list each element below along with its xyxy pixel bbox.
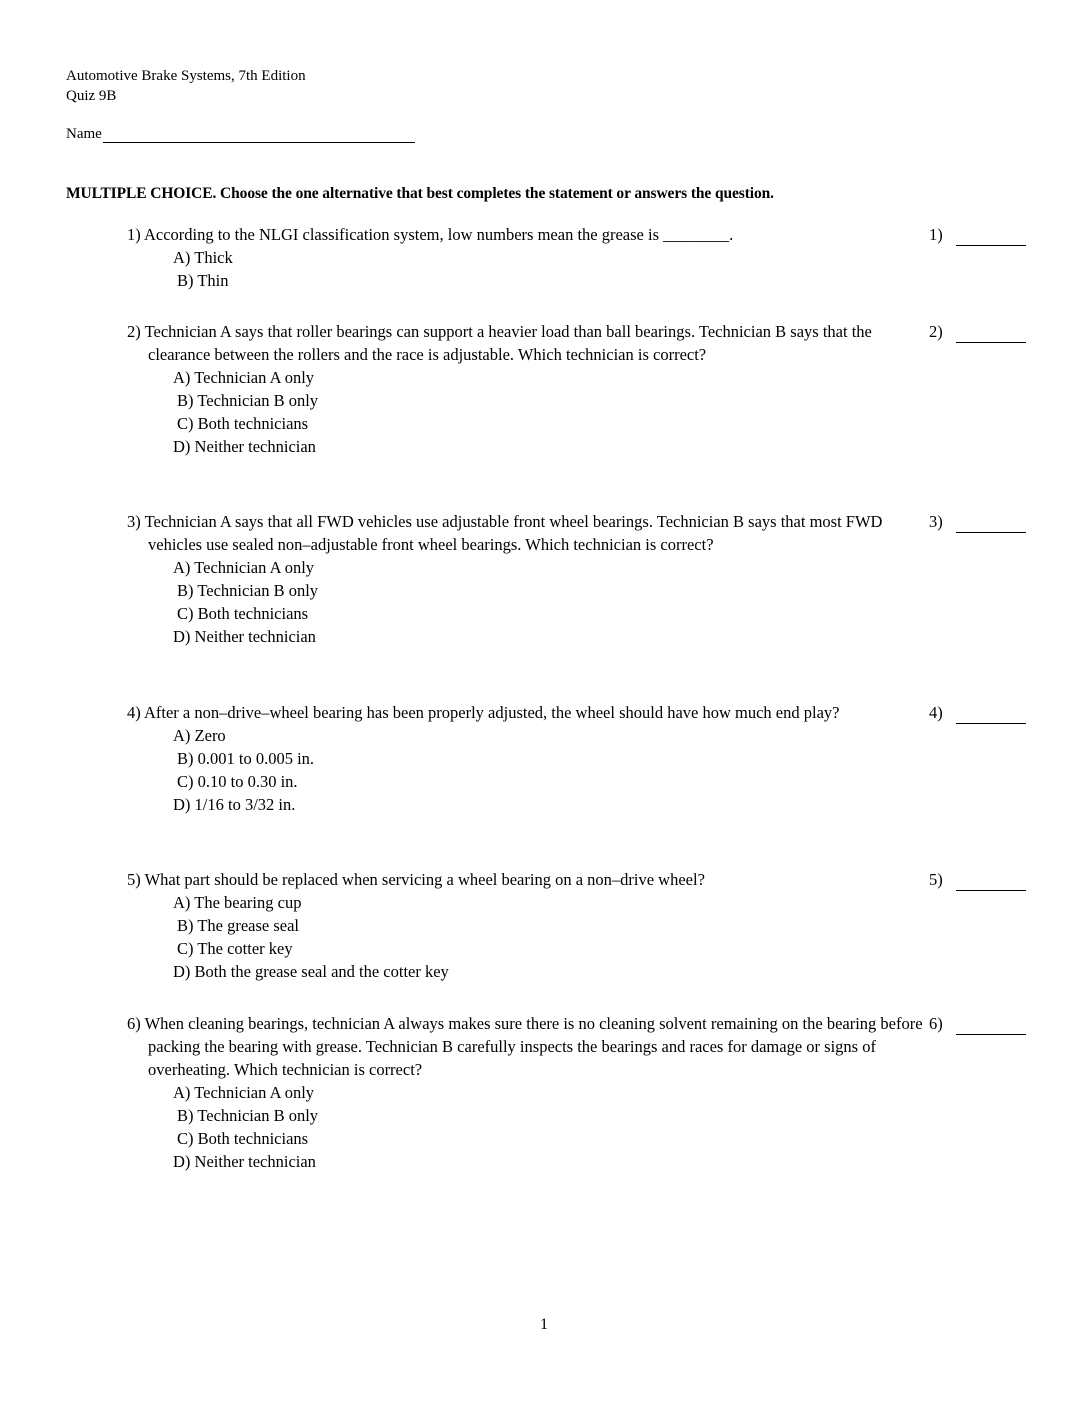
question-4 bbox=[127, 701, 1087, 816]
answer-number: 5) bbox=[929, 870, 943, 889]
question-5 bbox=[127, 868, 1087, 983]
answer-field bbox=[929, 701, 1026, 724]
option-b: B) Technician B only bbox=[177, 581, 319, 600]
question-2 bbox=[127, 320, 1087, 458]
option-a: A) The bearing cup bbox=[173, 893, 302, 912]
answer-blank-line[interactable] bbox=[956, 324, 1026, 343]
answer-blank-line[interactable] bbox=[956, 227, 1026, 246]
option-c: C) Both technicians bbox=[177, 604, 309, 623]
name-blank-line[interactable] bbox=[103, 124, 415, 143]
option-a: A) Technician A only bbox=[173, 368, 315, 387]
option-a: A) Thick bbox=[173, 248, 233, 267]
name-label: Name bbox=[66, 126, 102, 142]
option-d: D) Neither technician bbox=[173, 437, 316, 456]
question-stem: 2) Technician A says that roller bearings can support a heavier load than ball bearings. Technician B says that the clearance between the rollers and the race is adjustable. Which technician is correct? bbox=[127, 322, 872, 364]
answer-number: 2) bbox=[929, 322, 943, 341]
option-a: A) Zero bbox=[173, 726, 226, 745]
option-d: D) 1/16 to 3/32 in. bbox=[173, 795, 296, 814]
answer-number: 4) bbox=[929, 703, 943, 722]
answer-blank-line[interactable] bbox=[956, 1016, 1026, 1035]
question-stem: 5) What part should be replaced when servicing a wheel bearing on a non–drive wheel? bbox=[127, 870, 705, 889]
answer-field bbox=[929, 510, 1026, 533]
option-a: A) Technician A only bbox=[173, 558, 315, 577]
quiz-label: Quiz 9B bbox=[66, 88, 117, 104]
answer-blank-line[interactable] bbox=[956, 514, 1026, 533]
option-d: D) Both the grease seal and the cotter key bbox=[173, 962, 449, 981]
question-3 bbox=[127, 510, 1087, 648]
question-6 bbox=[127, 1012, 1087, 1173]
option-b: B) Technician B only bbox=[177, 1106, 319, 1125]
option-d: D) Neither technician bbox=[173, 627, 316, 646]
question-stem: 3) Technician A says that all FWD vehicles use adjustable front wheel bearings. Technician B says that most FWD vehicles use sealed non–adjustable front wheel bearings. Which technician is correct? bbox=[127, 512, 883, 554]
option-b: B) The grease seal bbox=[177, 916, 300, 935]
option-a: A) Technician A only bbox=[173, 1083, 315, 1102]
option-b: B) Thin bbox=[177, 271, 229, 290]
option-c: C) Both technicians bbox=[177, 414, 309, 433]
answer-blank-line[interactable] bbox=[956, 872, 1026, 891]
instructions: MULTIPLE CHOICE. Choose the one alternative that best completes the statement or answers the question. bbox=[66, 185, 774, 202]
option-d: D) Neither technician bbox=[173, 1152, 316, 1171]
option-c: C) 0.10 to 0.30 in. bbox=[177, 772, 298, 791]
document-title: Automotive Brake Systems, 7th Edition bbox=[66, 68, 306, 84]
option-c: C) The cotter key bbox=[177, 939, 293, 958]
option-b: B) 0.001 to 0.005 in. bbox=[177, 749, 315, 768]
question-stem: 4) After a non–drive–wheel bearing has been properly adjusted, the wheel should have how much end play? bbox=[127, 703, 840, 722]
option-c: C) Both technicians bbox=[177, 1129, 309, 1148]
option-b: B) Technician B only bbox=[177, 391, 319, 410]
answer-field bbox=[929, 320, 1026, 343]
name-row bbox=[66, 124, 415, 143]
answer-field bbox=[929, 868, 1026, 891]
answer-blank-line[interactable] bbox=[956, 705, 1026, 724]
answer-number: 3) bbox=[929, 512, 943, 531]
answer-number: 1) bbox=[929, 225, 943, 244]
answer-field bbox=[929, 1012, 1026, 1035]
question-stem: 1) According to the NLGI classification system, low numbers mean the grease is ________. bbox=[127, 225, 734, 244]
question-1 bbox=[127, 223, 1087, 292]
answer-field bbox=[929, 223, 1026, 246]
question-stem: 6) When cleaning bearings, technician A always makes sure there is no cleaning solvent remaining on the bearing before packing the bearing with grease. Technician B carefully inspects the bearings and races for damage or signs of overheating. Which technician is correct? bbox=[127, 1014, 923, 1079]
page-number: 1 bbox=[540, 1316, 548, 1333]
answer-number: 6) bbox=[929, 1014, 943, 1033]
